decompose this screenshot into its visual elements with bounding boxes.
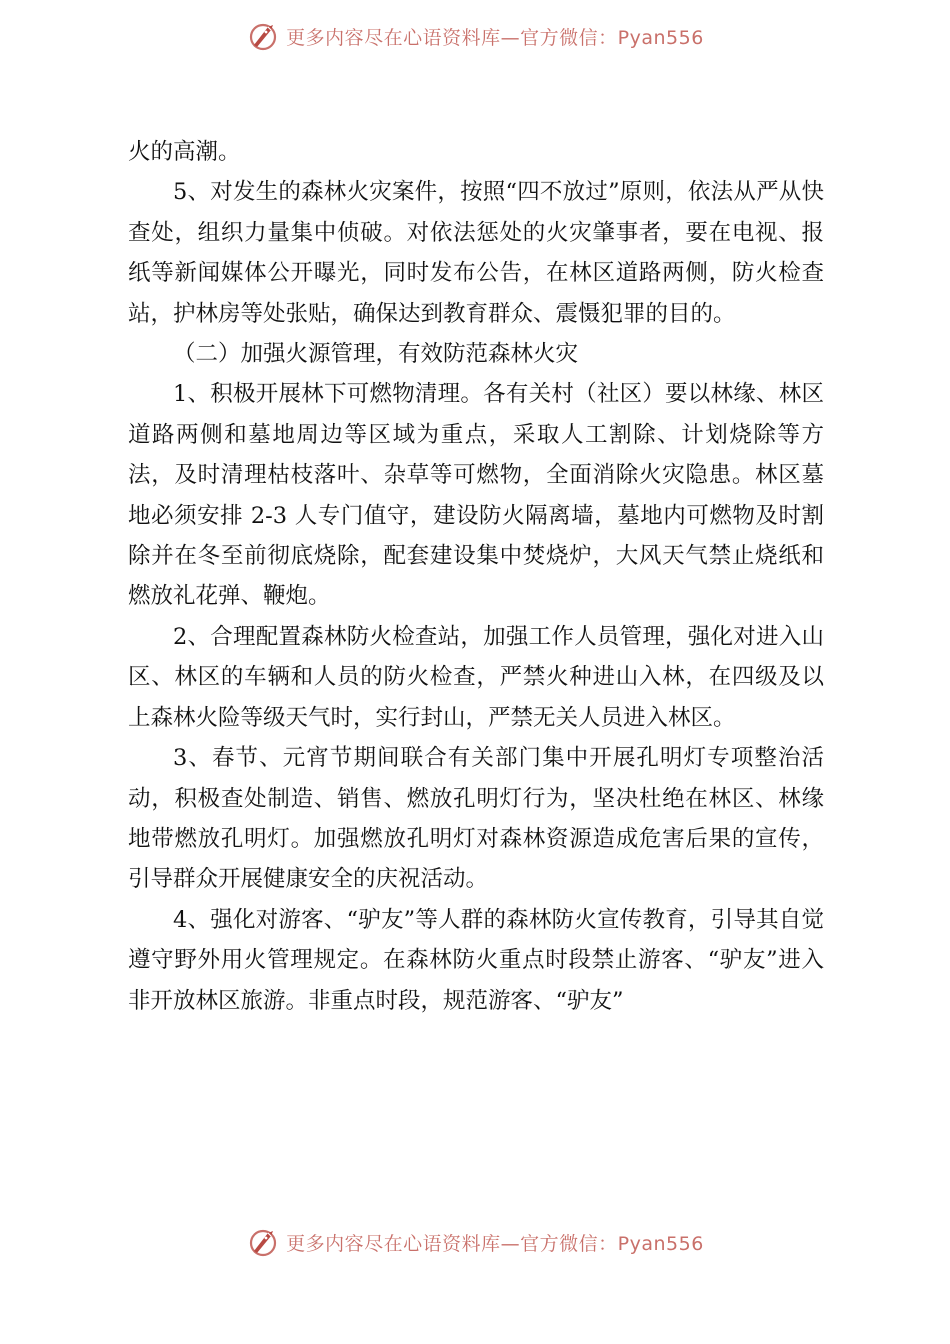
section-heading: （二）加强火源管理，有效防范森林火灾 [173, 341, 579, 368]
pen-nib-logo-icon [246, 19, 280, 53]
watermark-text: 更多内容尽在心语资料库—官方微信：Pyan556 [286, 26, 704, 49]
document-body [128, 132, 824, 1021]
paragraph-item-4: 4、强化对游客、“驴友”等人群的森林防火宣传教育，引导其自觉遵守野外用火管理规定。在森林防火重点时段禁止游客、“驴友”进入非开放林区旅游。非重点时段，规范游客、“驴友” [128, 906, 824, 1014]
header-watermark [0, 16, 950, 56]
paragraph-item-5: 5、对发生的森林火灾案件，按照“四不放过”原则，依法从严从快查处，组织力量集中侦破。对依法惩处的火灾肇事者，要在电视、报纸等新闻媒体公开曝光，同时发布公告，在林区道路两侧，防火检查站，护林房等处张贴，确保达到教育群众、震慑犯罪的目的。 [128, 179, 824, 327]
paragraph-item-1: 1、积极开展林下可燃物清理。各有关村（社区）要以林缘、林区道路两侧和墓地周边等区域为重点，采取人工割除、计划烧除等方法，及时清理枯枝落叶、杂草等可燃物，全面消除火灾隐患。林区墓地必须安排 2-3 人专门值守，建设防火隔离墙，墓地内可燃物及时割除并在冬至前彻底烧除，配套建设集中焚烧炉，大风天气禁止烧纸和燃放礼花弹、鞭炮。 [128, 381, 824, 610]
watermark-text: 更多内容尽在心语资料库—官方微信：Pyan556 [286, 1232, 704, 1255]
paragraph-item-2: 2、合理配置森林防火检查站，加强工作人员管理，强化对进入山区、林区的车辆和人员的防火检查，严禁火种进山入林，在四级及以上森林火险等级天气时，实行封山，严禁无关人员进入林区。 [128, 623, 824, 731]
paragraph-item-3: 3、春节、元宵节期间联合有关部门集中开展孔明灯专项整治活动，积极查处制造、销售、燃放孔明灯行为，坚决杜绝在林区、林缘地带燃放孔明灯。加强燃放孔明灯对森林资源造成危害后果的宣传，引导群众开展健康安全的庆祝活动。 [128, 745, 824, 893]
footer-watermark [0, 1222, 950, 1262]
paragraph-continuation: 火的高潮。 [128, 139, 241, 165]
pen-nib-logo-icon [246, 1225, 280, 1259]
